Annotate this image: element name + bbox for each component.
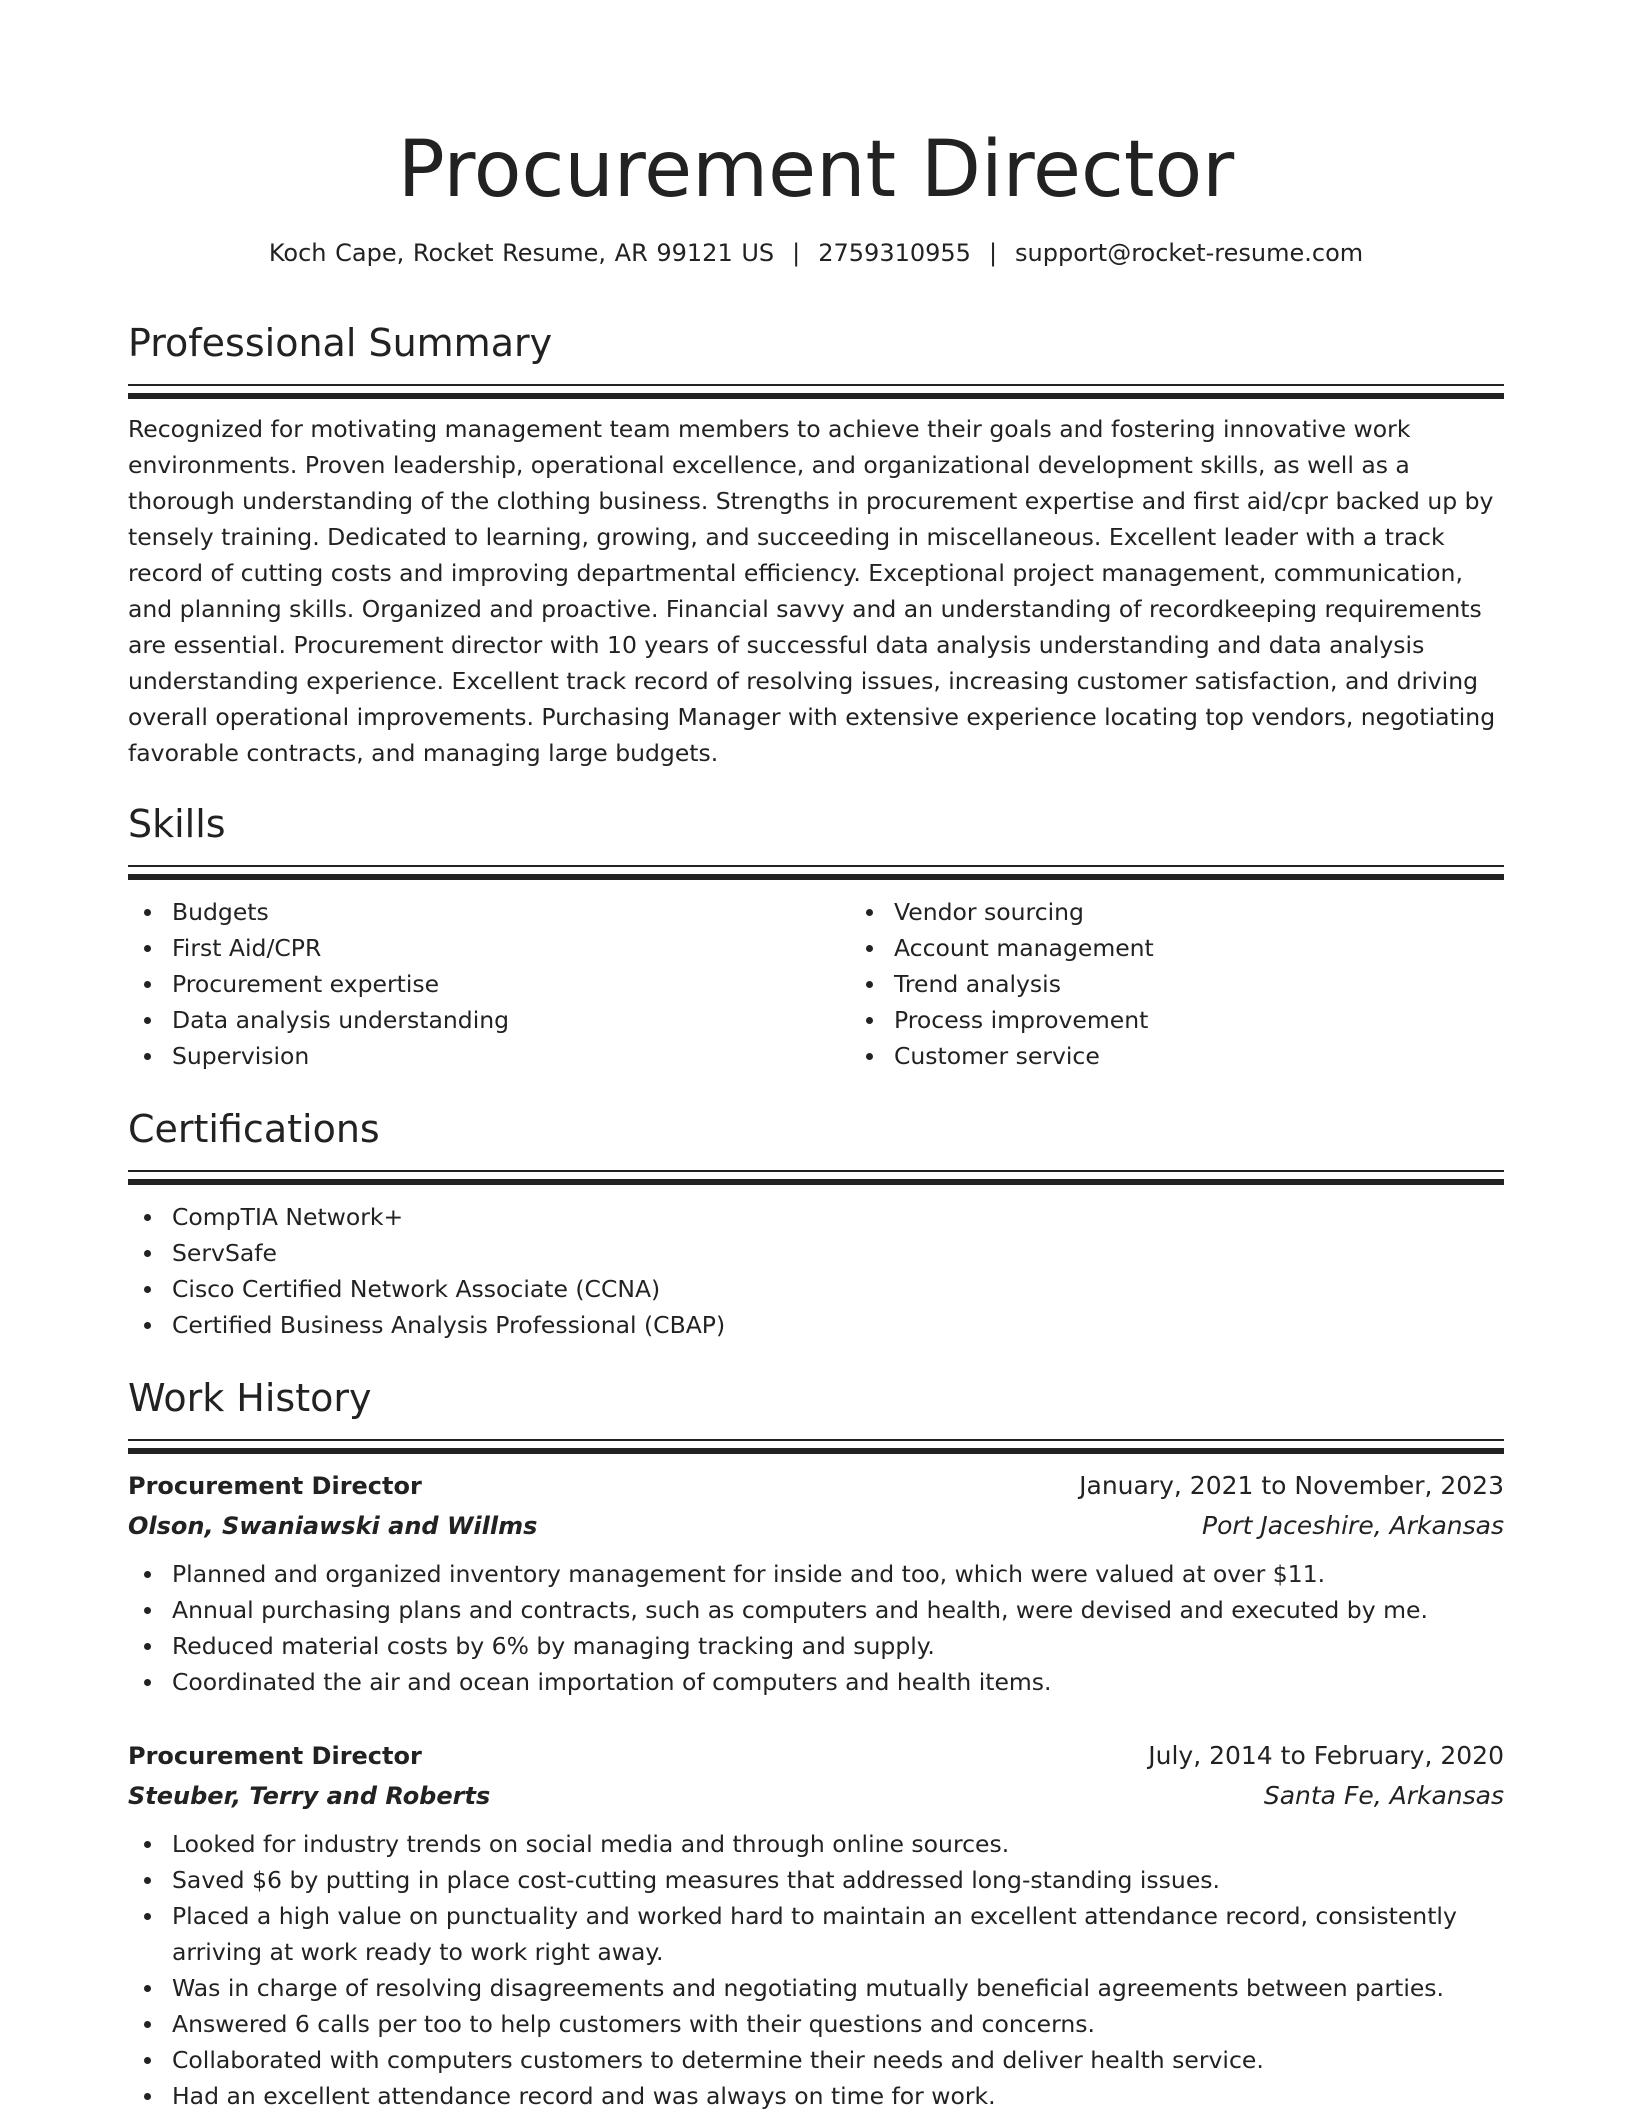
section-divider	[128, 1170, 1504, 1185]
skill-item: Vendor sourcing	[894, 894, 1572, 930]
job-title: Procurement Director	[128, 1742, 422, 1770]
section-title-work-history: Work History	[128, 1376, 372, 1420]
skills-grid	[128, 894, 1504, 1074]
resume-name: Procurement Director	[397, 125, 1235, 215]
job-bullet: Coordinated the air and ocean importation of computers and health items.	[172, 1664, 1504, 1700]
certification-item: Cisco Certified Network Associate (CCNA)	[172, 1271, 1504, 1307]
resume-page	[128, 0, 1504, 2114]
job-bullet: Answered 6 calls per too to help customers with their questions and concerns.	[172, 2006, 1504, 2042]
job-bullet: Annual purchasing plans and contracts, such as computers and health, were devised and executed by me.	[172, 1592, 1504, 1628]
job-location: Port Jaceshire, Arkansas	[1202, 1511, 1504, 1540]
job-entry	[128, 1466, 1504, 1700]
contact-separator: |	[988, 239, 998, 267]
certification-item: Certified Business Analysis Professional (CBAP)	[172, 1307, 1504, 1343]
job-dates: July, 2014 to February, 2020	[1148, 1741, 1504, 1770]
contact-address: Koch Cape, Rocket Resume, AR 99121 US	[268, 239, 775, 267]
job-bullet: Was in charge of resolving disagreements and negotiating mutually beneficial agreements between parties.	[172, 1970, 1504, 2006]
skills-list-right	[850, 894, 1572, 1074]
section-divider	[128, 384, 1504, 399]
contact-phone: 2759310955	[818, 239, 971, 267]
skill-item: Process improvement	[894, 1002, 1572, 1038]
certifications-list	[128, 1199, 1504, 1343]
job-bullet: Had an excellent attendance record and was always on time for work.	[172, 2078, 1504, 2114]
job-bullets	[128, 1826, 1504, 2114]
skill-item: Customer service	[894, 1038, 1572, 1074]
summary-text: Recognized for motivating management team members to achieve their goals and fostering innovative work environments. Proven leadership, operational excellence, and organizational development skills, as well as a thorough understanding of the clothing business. Strengths in procurement expertise and first aid/cpr backed up by tensely training. Dedicated to learning, growing, and succeeding in miscellaneous. Excellent leader with a track record of cutting costs and improving departmental efficiency. Exceptional project management, communication, and planning skills. Organized and proactive. Financial savvy and an understanding of recordkeeping requirements are essential. Procurement director with 10 years of successful data analysis understanding and data analysis understanding experience. Excellent track record of resolving issues, increasing customer satisfaction, and driving overall operational improvements. Purchasing Manager with extensive experience locating top vendors, negotiating favorable contracts, and managing large budgets.	[128, 415, 1496, 767]
job-bullet: Looked for industry trends on social media and through online sources.	[172, 1826, 1504, 1862]
section-title-summary: Professional Summary	[128, 321, 553, 365]
skill-item: Account management	[894, 930, 1572, 966]
section-title-certifications: Certifications	[128, 1107, 380, 1151]
job-company-row	[128, 1506, 1504, 1546]
job-company: Olson, Swaniawski and Willms	[128, 1512, 538, 1540]
contact-email: support@rocket-resume.com	[1015, 239, 1364, 267]
skill-item: Budgets	[172, 894, 850, 930]
job-bullet: Reduced material costs by 6% by managing tracking and supply.	[172, 1628, 1504, 1664]
job-header-row	[128, 1736, 1504, 1776]
contact-line	[128, 236, 1504, 270]
job-title: Procurement Director	[128, 1472, 422, 1500]
skill-item: Data analysis understanding	[172, 1002, 850, 1038]
certifications-section	[128, 1104, 1504, 1343]
skill-item: Procurement expertise	[172, 966, 850, 1002]
job-bullet: Placed a high value on punctuality and worked hard to maintain an excellent attendance record, consistently arriving at work ready to work right away.	[172, 1898, 1504, 1970]
skill-item: First Aid/CPR	[172, 930, 850, 966]
job-bullet: Collaborated with computers customers to determine their needs and deliver health service.	[172, 2042, 1504, 2078]
job-company: Steuber, Terry and Roberts	[128, 1782, 491, 1810]
job-bullets	[128, 1556, 1504, 1700]
job-bullet: Planned and organized inventory management for inside and too, which were valued at over $11.	[172, 1556, 1504, 1592]
professional-summary-section	[128, 318, 1504, 771]
job-bullet: Saved $6 by putting in place cost-cutting measures that addressed long-standing issues.	[172, 1862, 1504, 1898]
job-company-row	[128, 1776, 1504, 1816]
skill-item: Supervision	[172, 1038, 850, 1074]
job-location: Santa Fe, Arkansas	[1263, 1781, 1504, 1810]
job-entry	[128, 1736, 1504, 2114]
section-divider	[128, 1439, 1504, 1454]
job-dates: January, 2021 to November, 2023	[1079, 1471, 1504, 1500]
certification-item: ServSafe	[172, 1235, 1504, 1271]
work-history-section	[128, 1373, 1504, 2114]
skills-list-left	[128, 894, 850, 1074]
job-header-row	[128, 1466, 1504, 1506]
skills-section	[128, 799, 1504, 1074]
section-title-skills: Skills	[128, 802, 226, 846]
section-divider	[128, 865, 1504, 880]
contact-separator: |	[792, 239, 801, 267]
skill-item: Trend analysis	[894, 966, 1572, 1002]
certification-item: CompTIA Network+	[172, 1199, 1504, 1235]
